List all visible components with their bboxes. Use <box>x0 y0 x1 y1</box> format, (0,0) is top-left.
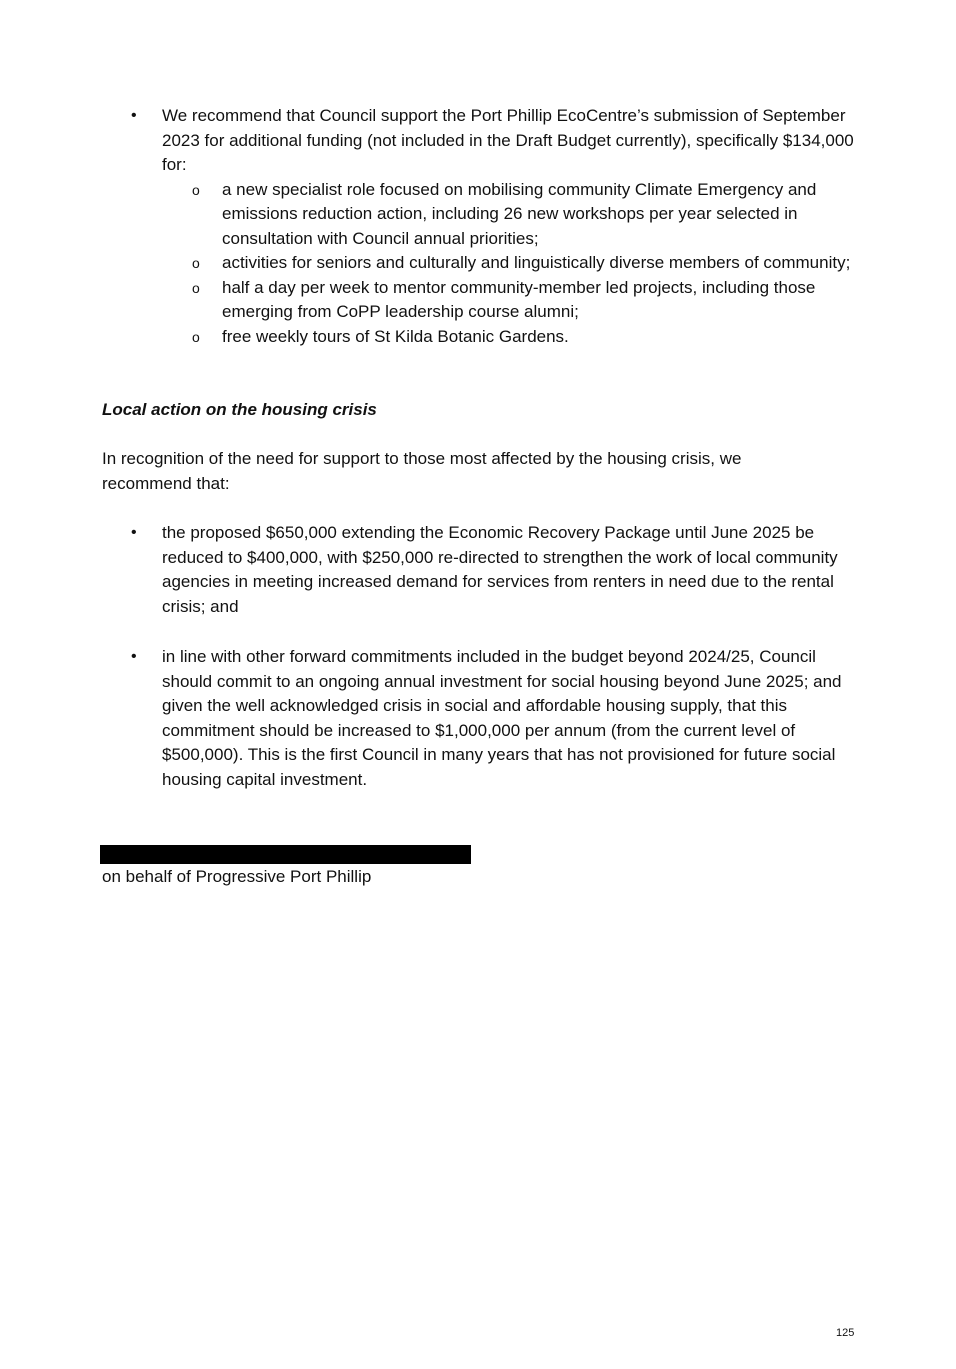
sub-item-text: half a day per week to mentor community-member led projects, including those emerging from CoPP leadership course alumni; <box>222 277 816 321</box>
sub-item-text: free weekly tours of St Kilda Botanic Gardens. <box>222 326 569 346</box>
bullet-icon: • <box>131 107 137 124</box>
ecocentre-funding-block <box>0 104 956 349</box>
redaction-bar <box>100 845 471 864</box>
circle-bullet-icon: o <box>192 181 200 198</box>
circle-bullet-icon: o <box>192 255 200 271</box>
sub-item-text: activities for seniors and culturally and linguistically diverse members of community; <box>222 253 851 272</box>
circle-bullet-icon: o <box>192 279 200 296</box>
ecocentre-recommendation-text: We recommend that Council support the Port Phillip EcoCentre’s submission of September 2023 for additional funding (not included in the Draft Budget currently), specifically $134,000 for: <box>162 106 854 174</box>
circle-bullet-icon: o <box>192 328 200 345</box>
bullet-icon: • <box>131 648 137 665</box>
page-number: 125 <box>836 1327 855 1339</box>
housing-bullet-block <box>0 645 956 792</box>
section-heading: Local action on the housing crisis <box>102 400 377 419</box>
list-item <box>0 521 956 619</box>
list-item <box>0 276 956 325</box>
bullet-icon: • <box>131 524 137 541</box>
housing-recommendation-text: in line with other forward commitments included in the budget beyond 2024/25, Council should commit to an ongoing annual investment for social housing beyond June 2025; and given the well acknowledged crisis in social and affordable housing supply, that this commitment should be increased to $1,000,000 per annum (from the current level of $500,000). This is the first Council in many years that has not provisioned for future social housing capital investment. <box>162 647 842 789</box>
list-item <box>0 251 956 276</box>
housing-intro-paragraph: In recognition of the need for support to those most affected by the housing crisis, we recommend that: <box>102 449 742 493</box>
signoff-text: on behalf of Progressive Port Phillip <box>102 867 372 886</box>
list-item <box>0 104 956 178</box>
housing-bullet-block <box>0 521 956 619</box>
list-item <box>0 645 956 792</box>
housing-recommendation-text: the proposed $650,000 extending the Economic Recovery Package until June 2025 be reduced to $400,000, with $250,000 re-directed to strengthen the work of local community agencies in meeting increased demand for services from renters in need due to the rental crisis; and <box>162 523 838 616</box>
sub-item-text: a new specialist role focused on mobilising community Climate Emergency and emissions reduction action, including 26 new workshops per year selected in consultation with Council annual priorities; <box>222 179 817 248</box>
list-item <box>0 178 956 252</box>
list-item <box>0 325 956 350</box>
